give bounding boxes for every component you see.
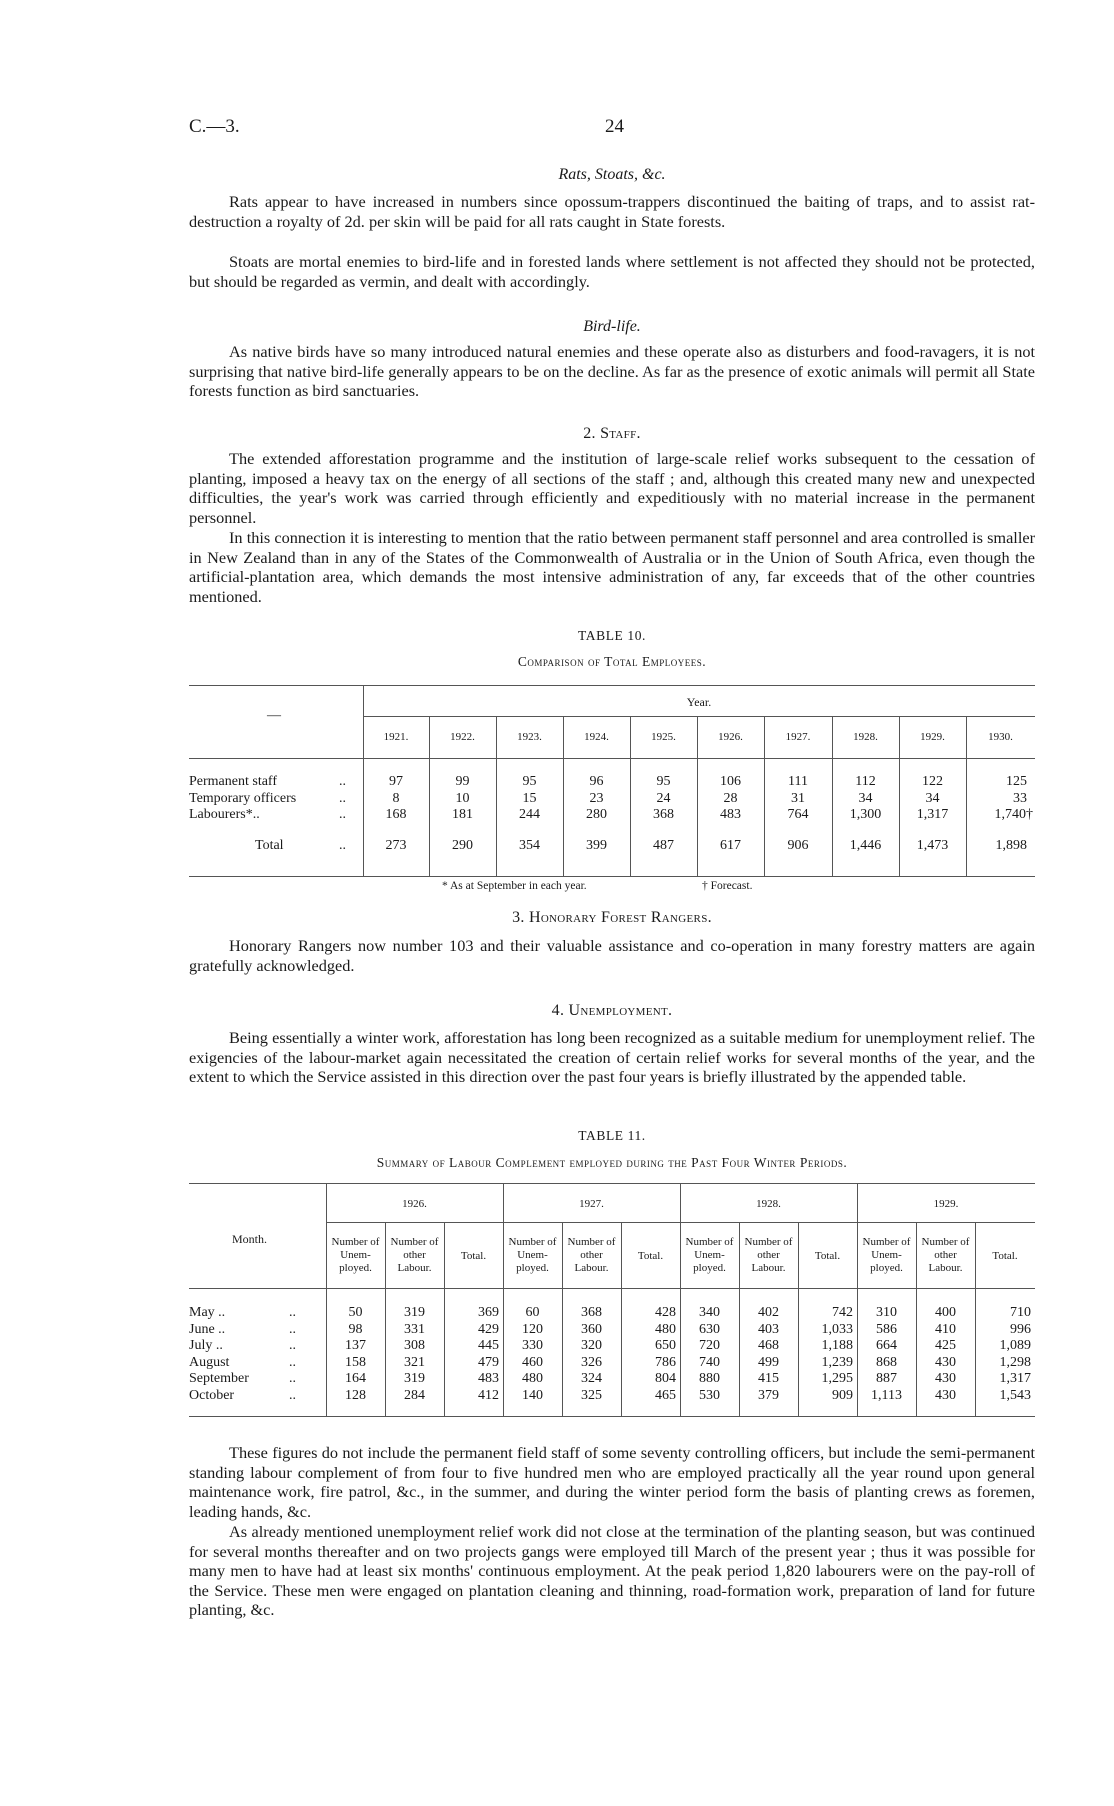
cell: 740 <box>699 1354 720 1370</box>
table-rule <box>363 716 1035 717</box>
cell: 480 <box>655 1321 676 1337</box>
year-header-cell: 1929. <box>920 731 945 743</box>
cell: 428 <box>655 1305 676 1320</box>
cell: 326 <box>581 1354 602 1370</box>
cell: 530 <box>699 1387 720 1403</box>
cell: 415 <box>758 1371 779 1386</box>
cell: 164 <box>345 1371 366 1386</box>
cell: 1,898 <box>995 837 1027 853</box>
year-header-cell: 1930. <box>988 731 1013 743</box>
month-label: October <box>189 1387 235 1403</box>
cell: 368 <box>653 807 674 822</box>
cell: 98 <box>348 1321 363 1337</box>
year-header-cell: 1923. <box>517 731 542 743</box>
cell: 403 <box>758 1321 779 1337</box>
table-row <box>189 1305 1035 1322</box>
row-label: Temporary officers <box>189 790 297 806</box>
cell: 340 <box>699 1305 720 1320</box>
cell: 369 <box>478 1305 499 1320</box>
cell: 1,300 <box>849 807 882 822</box>
table-rule <box>189 685 1035 686</box>
cell: 480 <box>522 1371 543 1386</box>
cell: 460 <box>522 1354 543 1370</box>
table-10-corner: — <box>267 708 281 723</box>
cell: 34 <box>858 790 873 806</box>
leader-dots: .. <box>339 790 346 806</box>
rats-paragraph-1: Rats appear to have increased in numbers since opossum-trappers discontinued the baiting of traps, and to assist rat-destruction a royalty of 2d. per skin will be paid for all rats caught in State forests. <box>189 192 1035 231</box>
cell: 1,473 <box>916 837 949 853</box>
cell: 379 <box>758 1387 779 1403</box>
column-header-total: Total. <box>460 1250 487 1262</box>
unemployment-paragraph: Being essentially a winter work, afforestation has long been recognized as a suitable medium for unemployment relief. The exigencies of the labour-market again necessitated the creation of certain relief works for several months of the year, and the extent to which the Service assisted in this direction over the past four years is briefly illustrated by the appended table. <box>189 1028 1035 1087</box>
table-10-body <box>189 774 1035 854</box>
table-rule <box>189 876 1035 877</box>
cell: 400 <box>935 1305 956 1320</box>
cell: 96 <box>589 774 604 789</box>
cell: 24 <box>656 790 671 806</box>
cell: 1,239 <box>821 1354 853 1370</box>
year-header-cell: 1922. <box>450 731 475 743</box>
closing-paragraph-2: As already mentioned unemployment relief work did not close at the termination of the planting season, but was continued for several months thereafter and on two projects gangs were employed till March of the present year ; thus it was possible for many men to have had at least six months' continuous employment. At the peak period 1,820 labourers were on the pay-roll of the Service. These men were engaged on plantation cleaning and thinning, road-formation work, preparation of land for future planting, &c. <box>189 1522 1035 1620</box>
cell: 290 <box>452 837 473 853</box>
column-header-other-labour: Number of other Labour. <box>390 1236 439 1274</box>
cell: 710 <box>1010 1305 1031 1320</box>
leader-dots: .. <box>289 1305 296 1320</box>
cell: 95 <box>656 774 671 789</box>
rats-heading: Rats, Stoats, &c. <box>558 166 666 183</box>
table-row <box>189 807 1035 824</box>
column-header-unemployed: Number of Unem- ployed. <box>862 1236 911 1274</box>
cell: 410 <box>935 1321 956 1337</box>
cell: 430 <box>935 1371 956 1386</box>
cell: 412 <box>478 1387 499 1403</box>
cell: 31 <box>791 790 805 806</box>
document-reference: C.—3. <box>189 116 240 137</box>
cell: 273 <box>385 837 407 853</box>
cell: 111 <box>788 774 808 789</box>
table-total-row <box>189 838 1035 855</box>
table-10-subtitle: Comparison of Total Employees. <box>517 654 707 669</box>
cell: 786 <box>655 1354 676 1370</box>
cell: 320 <box>581 1338 602 1353</box>
cell: 331 <box>404 1321 425 1337</box>
year-header-cell: 1925. <box>651 731 676 743</box>
year-header-cell: 1926. <box>402 1198 427 1210</box>
year-header-cell: 1929. <box>933 1198 959 1210</box>
cell: 630 <box>699 1321 720 1337</box>
row-label: Permanent staff <box>189 774 277 789</box>
table-11-subtitle: Summary of Labour Complement employed during the Past Four Winter Periods. <box>376 1155 848 1170</box>
rangers-paragraph: Honorary Rangers now number 103 and their valuable assistance and co-operation in many forestry matters are again gratefully acknowledged. <box>189 936 1035 975</box>
cell: 430 <box>935 1354 956 1370</box>
rangers-heading: 3. Honorary Forest Rangers. <box>512 909 712 926</box>
cell: 158 <box>345 1354 366 1370</box>
cell: 1,298 <box>999 1354 1031 1370</box>
cell: 487 <box>653 837 674 853</box>
cell: 310 <box>876 1305 897 1320</box>
leader-dots: .. <box>289 1371 296 1386</box>
row-label: Labourers*.. <box>189 807 260 822</box>
cell: 319 <box>404 1305 425 1320</box>
table-11-title: TABLE 11. <box>578 1128 646 1143</box>
cell: 140 <box>522 1387 543 1403</box>
cell: 112 <box>855 774 876 789</box>
cell: 399 <box>586 837 607 853</box>
year-header: Year. <box>686 695 712 709</box>
table-row <box>189 1322 1035 1339</box>
table-rule <box>189 1288 1035 1289</box>
year-header-cell: 1927. <box>579 1198 604 1210</box>
cell: 468 <box>758 1338 779 1353</box>
cell: 321 <box>404 1354 425 1370</box>
column-header-other-labour: Number of other Labour. <box>567 1236 616 1274</box>
cell: 742 <box>832 1305 853 1320</box>
cell: 244 <box>519 807 540 822</box>
table-rule <box>189 1416 1035 1417</box>
cell: 906 <box>787 837 809 853</box>
cell: 23 <box>589 790 604 806</box>
cell: 10 <box>455 790 470 806</box>
cell: 284 <box>404 1387 425 1403</box>
staff-heading: 2. Staff. <box>583 425 641 442</box>
rats-paragraph-2: Stoats are mortal enemies to bird-life and in forested lands where settlement is not affected they should not be protected, but should be regarded as vermin, and dealt with accordingly. <box>189 252 1035 291</box>
leader-dots: .. <box>339 774 346 789</box>
month-label: June .. <box>189 1321 226 1337</box>
cell: 128 <box>345 1387 366 1403</box>
cell: 8 <box>392 790 400 806</box>
column-header-total: Total. <box>637 1250 664 1262</box>
cell: 1,089 <box>999 1338 1031 1353</box>
cell: 308 <box>404 1338 425 1353</box>
table-row <box>189 1355 1035 1372</box>
cell: 586 <box>876 1321 897 1337</box>
cell: 28 <box>723 790 738 806</box>
cell: 95 <box>522 774 537 789</box>
cell: 99 <box>455 774 470 789</box>
cell: 425 <box>935 1338 956 1353</box>
cell: 280 <box>586 807 607 822</box>
cell: 1,317 <box>916 807 949 822</box>
year-header-cell: 1924. <box>584 731 609 743</box>
year-header-cell: 1928. <box>756 1198 781 1210</box>
staff-paragraph-1: The extended afforestation programme and the institution of large-scale relief works subsequent to the cessation of planting, imposed a heavy tax on the energy of all sections of the staff ; and, although this created many new and unexpected difficulties, the year's work was carried through efficiently and expeditiously with no material increase in the permanent personnel. <box>189 449 1035 527</box>
cell: 15 <box>522 790 537 806</box>
cell: 650 <box>655 1338 676 1353</box>
leader-dots: .. <box>289 1321 296 1337</box>
cell: 325 <box>581 1387 602 1403</box>
cell: 1,317 <box>999 1371 1031 1386</box>
cell: 60 <box>525 1305 540 1320</box>
table-11-body <box>189 1305 1035 1404</box>
row-label: Total <box>255 837 284 853</box>
table-rule <box>189 758 1035 759</box>
cell: 1,295 <box>821 1371 853 1386</box>
cell: 354 <box>519 837 540 853</box>
cell: 479 <box>478 1354 499 1370</box>
column-header-unemployed: Number of Unem- ployed. <box>685 1236 734 1274</box>
table-10-footnote-september: * As at September in each year. <box>442 880 587 892</box>
cell: 181 <box>452 807 473 822</box>
table-row <box>189 1338 1035 1355</box>
cell: 804 <box>655 1371 676 1386</box>
cell: 125 <box>1006 774 1027 789</box>
table-row <box>189 791 1035 808</box>
cell: 880 <box>699 1371 720 1386</box>
cell: 429 <box>478 1321 499 1337</box>
unemployment-heading: 4. Unemployment. <box>551 1002 673 1019</box>
cell: 97 <box>389 774 403 789</box>
cell: 1,113 <box>871 1387 902 1403</box>
month-label: July .. <box>189 1338 223 1353</box>
cell: 137 <box>345 1338 366 1353</box>
table-10-footnote-forecast: † Forecast. <box>702 880 753 892</box>
cell: 1,188 <box>821 1338 853 1353</box>
table-rule <box>189 1183 1035 1184</box>
month-label: September <box>189 1371 249 1386</box>
closing-paragraph-1: These figures do not include the permanent field staff of some seventy controlling officers, but include the semi-permanent standing labour complement of from four to five hundred men who are employed practically all the year round upon general maintenance work, fire patrol, &c., in the summer, and during the winter period form the basis of planting crews as foremen, leading hands, &c. <box>189 1443 1035 1521</box>
staff-paragraph-2: In this connection it is interesting to mention that the ratio between permanent staff personnel and area controlled is smaller in New Zealand than in any of the States of the Commonwealth of Australia or in the Union of South Africa, even though the artificial-plantation area, which demands the most intensive administration of any, far exceeds that of the other countries mentioned. <box>189 528 1035 606</box>
cell: 909 <box>832 1387 853 1403</box>
cell: 34 <box>925 790 940 806</box>
year-header-cell: 1927. <box>785 731 811 743</box>
cell: 168 <box>385 807 407 822</box>
month-label: May .. <box>189 1305 226 1320</box>
column-header-total: Total. <box>992 1250 1018 1262</box>
table-row <box>189 1371 1035 1388</box>
column-header-other-labour: Number of other Labour. <box>744 1236 793 1274</box>
page-number: 24 <box>605 116 624 137</box>
cell: 483 <box>720 807 741 822</box>
cell: 887 <box>876 1371 897 1386</box>
leader-dots: .. <box>289 1387 296 1403</box>
table-10-title: TABLE 10. <box>577 628 647 643</box>
cell: 430 <box>935 1387 956 1403</box>
leader-dots: .. <box>339 807 346 822</box>
cell: 868 <box>876 1354 897 1370</box>
year-header-cell: 1926. <box>718 731 743 743</box>
year-header-cell: 1928. <box>853 731 878 743</box>
column-header-total: Total. <box>814 1250 841 1262</box>
cell: 360 <box>581 1321 602 1337</box>
table-row <box>189 774 1035 791</box>
table-row <box>189 1388 1035 1405</box>
cell: 1,740† <box>994 807 1033 822</box>
bird-life-paragraph: As native birds have so many introduced natural enemies and these operate also as disturbers and food-ravagers, it is not surprising that native bird-life generally appears to be on the decline. As far as the presence of exotic animals will permit all State forests function as bird sanctuaries. <box>189 342 1035 401</box>
cell: 50 <box>348 1305 363 1320</box>
cell: 617 <box>720 837 741 853</box>
cell: 483 <box>478 1371 499 1386</box>
bird-life-heading: Bird-life. <box>583 318 641 335</box>
cell: 319 <box>404 1371 425 1386</box>
cell: 465 <box>655 1387 676 1403</box>
cell: 402 <box>758 1305 779 1320</box>
leader-dots: .. <box>289 1354 296 1370</box>
cell: 499 <box>758 1354 779 1370</box>
cell: 996 <box>1010 1321 1031 1337</box>
cell: 324 <box>581 1371 602 1386</box>
column-header-unemployed: Number of Unem- ployed. <box>331 1236 380 1274</box>
cell: 122 <box>922 774 943 789</box>
month-header: Month. <box>232 1232 268 1246</box>
leader-dots: .. <box>289 1338 296 1353</box>
cell: 1,543 <box>999 1387 1031 1403</box>
cell: 106 <box>720 774 741 789</box>
cell: 1,033 <box>821 1321 853 1337</box>
cell: 664 <box>876 1338 897 1353</box>
month-label: August <box>189 1354 230 1370</box>
leader-dots: .. <box>339 837 346 853</box>
cell: 1,446 <box>849 837 882 853</box>
cell: 330 <box>522 1338 543 1353</box>
year-header-cell: 1921. <box>383 731 409 743</box>
cell: 368 <box>581 1305 602 1320</box>
cell: 764 <box>787 807 809 822</box>
cell: 33 <box>1013 790 1027 806</box>
cell: 720 <box>699 1338 720 1353</box>
column-header-unemployed: Number of Unem- ployed. <box>508 1236 557 1274</box>
cell: 120 <box>522 1321 543 1337</box>
cell: 445 <box>478 1338 499 1353</box>
column-header-other-labour: Number of other Labour. <box>921 1236 970 1274</box>
